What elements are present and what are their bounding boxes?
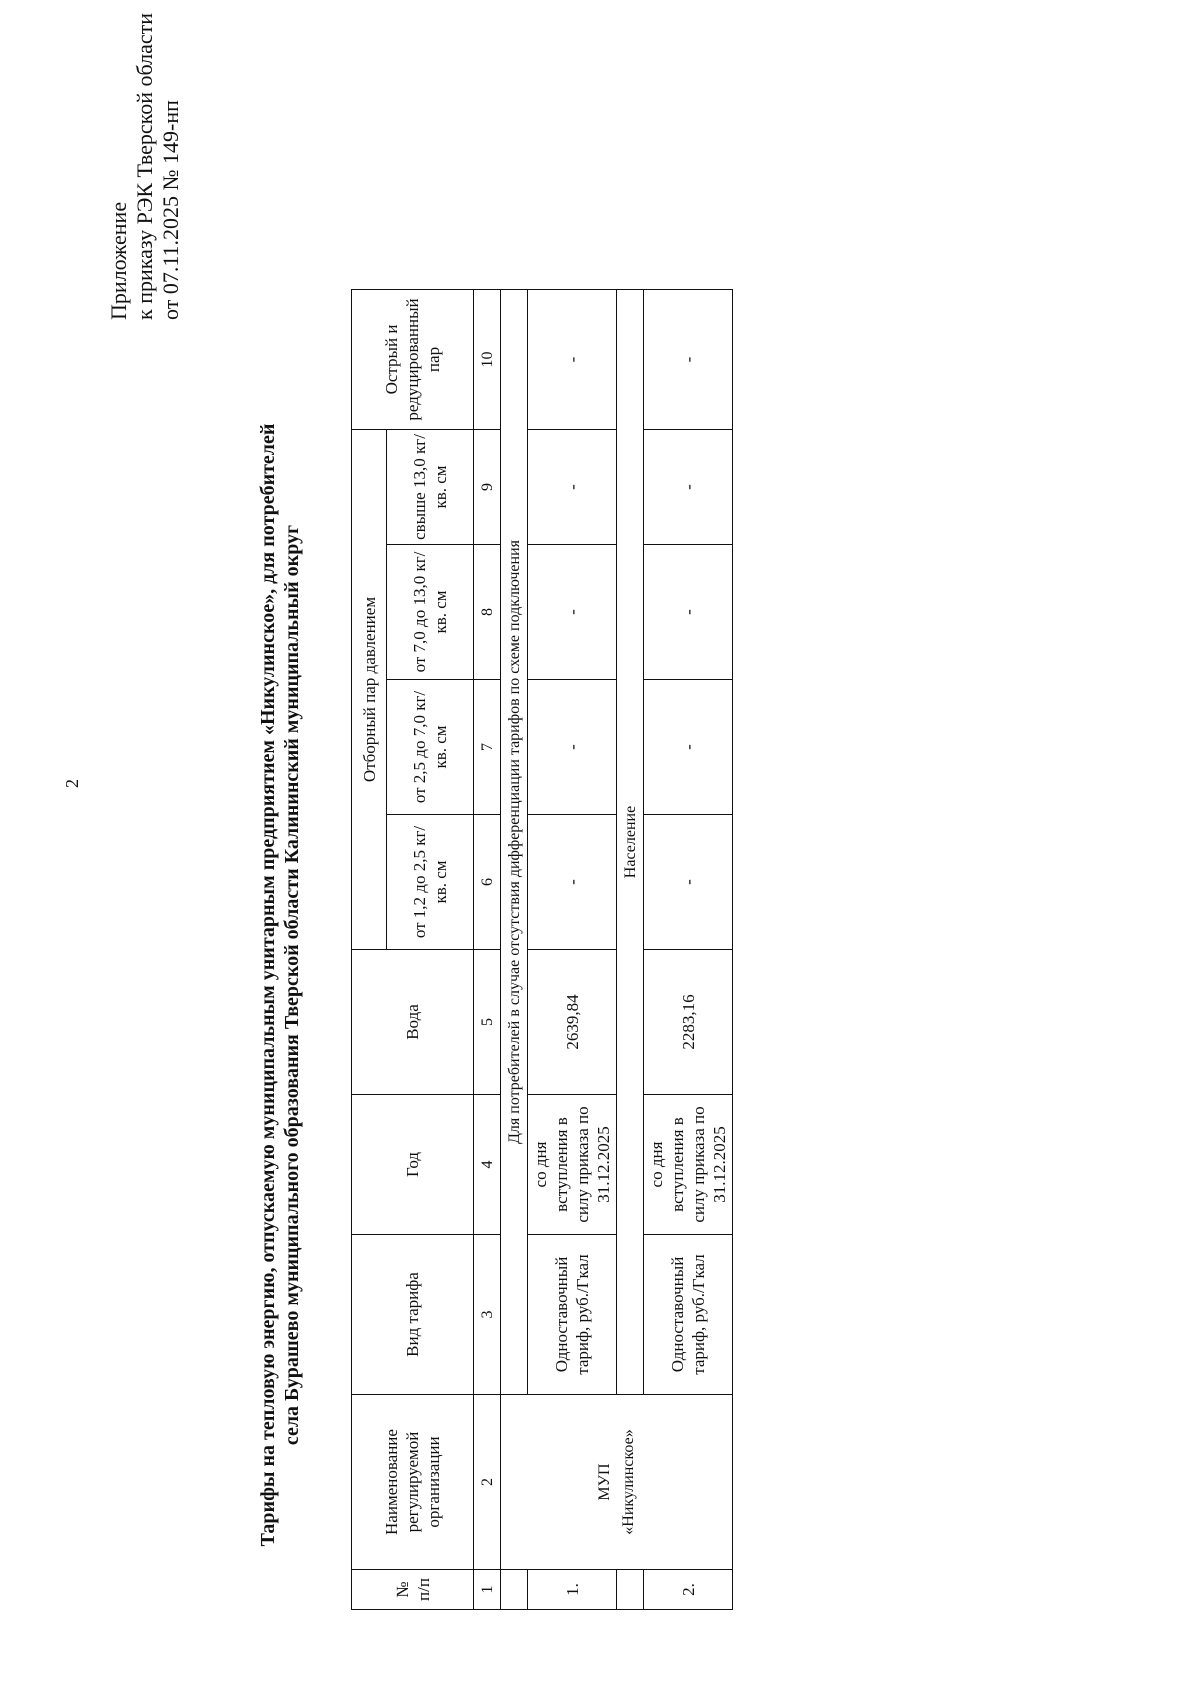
col-number: 8 — [474, 545, 501, 680]
organization-cell — [501, 1395, 733, 1570]
col-number: 3 — [474, 1235, 501, 1395]
row-num: 1. — [528, 1570, 617, 1610]
row-sharp-steam: - — [644, 289, 733, 429]
header-pressure-1: от 1,2 до 2,5 кг/кв. см — [387, 815, 474, 950]
header-pressure-2: от 2,5 до 7,0 кг/кв. см — [387, 680, 474, 815]
appendix-block — [106, 0, 184, 320]
section-row-1 — [501, 289, 528, 1609]
row-pressure-3: - — [644, 545, 733, 680]
header-steam-group: Отборный пар давлением — [352, 429, 387, 949]
row-pressure-1: - — [644, 815, 733, 950]
col-number: 2 — [474, 1395, 501, 1570]
row-year: со дня вступления в силу приказа по 31.12.2025 — [528, 1095, 617, 1235]
header-pressure-3: от 7,0 до 13,0 кг/кв. см — [387, 545, 474, 680]
title-line-2: села Бурашево муниципального образования Тверской области Калининский муниципальный округ — [281, 524, 303, 1446]
section-empty-cell — [501, 1570, 528, 1610]
row-num: 2. — [644, 1570, 733, 1610]
row-sharp-steam: - — [528, 289, 617, 429]
header-water: Вода — [352, 950, 474, 1095]
appendix-line-3: от 07.11.2025 № 149-нп — [158, 100, 183, 320]
col-number: 6 — [474, 815, 501, 950]
document-title — [256, 320, 304, 1650]
row-tariff-type: Одноставочный тариф, руб./Гкал — [644, 1235, 733, 1395]
header-num: № п/п — [352, 1570, 474, 1610]
page-number: 2 — [62, 779, 82, 788]
row-year: со дня вступления в силу приказа по 31.12.2025 — [644, 1095, 733, 1235]
row-water: 2639,84 — [528, 950, 617, 1095]
organization-line-2: «Никулинское» — [619, 1429, 637, 1535]
row-pressure-2: - — [528, 680, 617, 815]
header-org: Наименование регулируемой организации — [352, 1395, 474, 1570]
appendix-line-2: к приказу РЭК Тверской области — [132, 12, 157, 320]
section-empty-cell — [617, 1570, 644, 1610]
column-number-row — [474, 289, 501, 1609]
section-label-2: Население — [617, 289, 644, 1394]
appendix-line-1: Приложение — [106, 201, 131, 320]
row-pressure-2: - — [644, 680, 733, 815]
row-pressure-3: - — [528, 545, 617, 680]
col-number: 4 — [474, 1095, 501, 1235]
row-tariff-type: Одноставочный тариф, руб./Гкал — [528, 1235, 617, 1395]
header-pressure-4: свыше 13,0 кг/кв. см — [387, 429, 474, 544]
header-tariff-type: Вид тарифа — [352, 1235, 474, 1395]
col-number: 1 — [474, 1570, 501, 1610]
col-number: 7 — [474, 680, 501, 815]
header-row-1 — [352, 289, 387, 1609]
rotated-page-content — [56, 12, 1146, 1650]
row-pressure-4: - — [644, 429, 733, 544]
title-line-1: Тарифы на тепловую энергию, отпускаемую муниципальным унитарным предприятием «Никулинское», для потребителей — [257, 423, 279, 1547]
col-number: 5 — [474, 950, 501, 1095]
header-year: Год — [352, 1095, 474, 1235]
section-label-1: Для потребителей в случае отсутствия дифференциации тарифов по схеме подключения — [501, 289, 528, 1394]
row-pressure-4: - — [528, 429, 617, 544]
row-water: 2283,16 — [644, 950, 733, 1095]
header-sharp-steam: Острый и редуцированный пар — [352, 289, 474, 429]
col-number: 9 — [474, 429, 501, 544]
organization-line-1: МУП — [595, 1463, 613, 1501]
row-pressure-1: - — [528, 815, 617, 950]
tariff-table — [351, 289, 733, 1610]
col-number: 10 — [474, 289, 501, 429]
